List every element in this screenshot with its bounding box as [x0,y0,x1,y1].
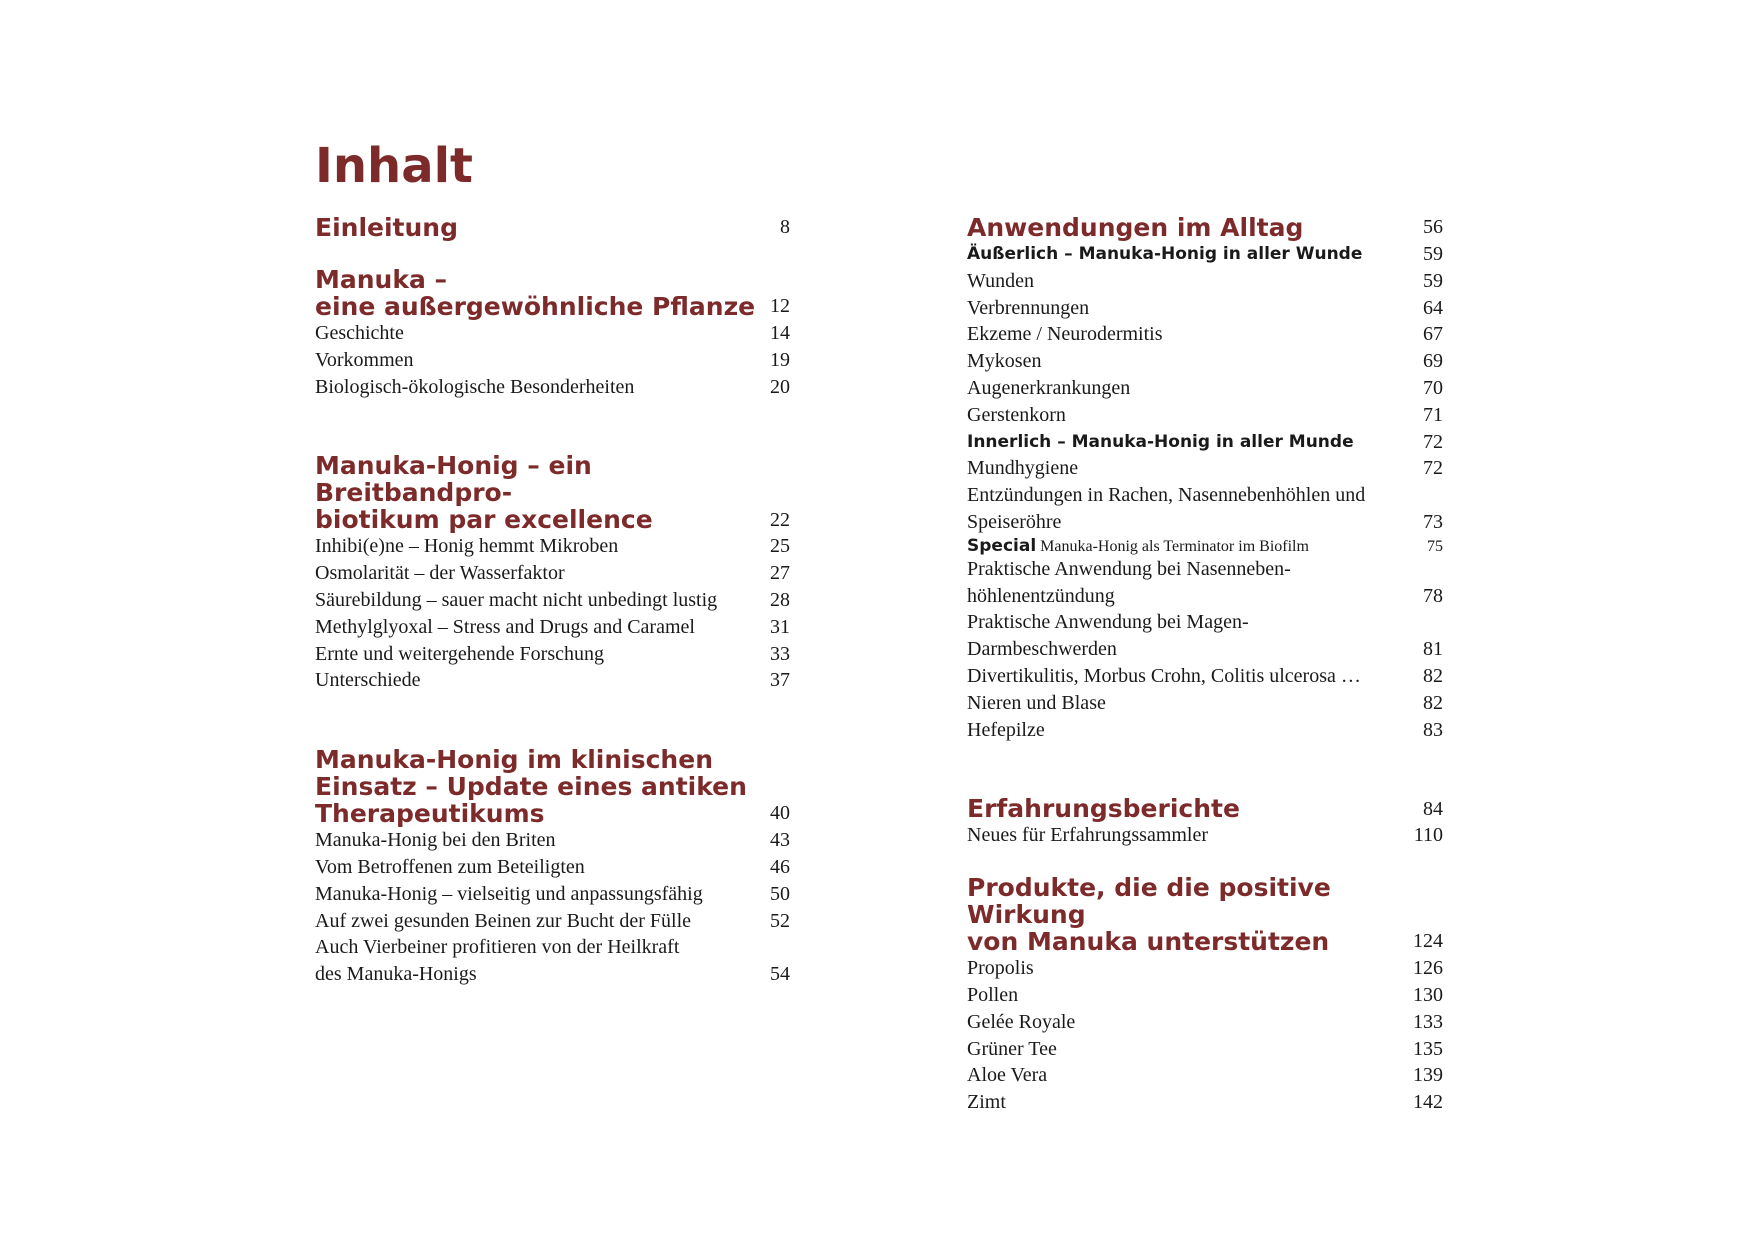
toc-entry [967,268,1443,295]
toc-entry [967,482,1443,536]
toc-line [967,429,1443,456]
toc-page-number: 19 [770,348,790,371]
toc-line [315,533,790,560]
toc-page-number: 64 [1423,296,1443,319]
toc-line [315,746,790,773]
toc-line [967,402,1443,429]
toc-entry-title: Augenerkrankungen [967,376,1131,399]
toc-page-number: 59 [1423,243,1443,265]
toc-entry [967,822,1443,849]
toc-entry [315,908,790,935]
toc-entry-title: Gerstenkorn [967,403,1066,426]
toc-entry [967,375,1443,402]
toc-line [967,321,1443,348]
toc-entry-title: Produkte, die die positive Wirkung [967,873,1331,930]
toc-line [967,928,1443,955]
toc-entry-title: Manuka – [315,265,448,294]
toc-entry-title: Manuka-Honig – ein Breitbandpro- [315,451,592,508]
toc-chapter [315,452,790,533]
toc-page-number: 72 [1423,457,1443,480]
toc-page-number: 12 [770,295,790,318]
toc-line [967,583,1443,610]
toc-line [967,609,1443,636]
toc-page-number: 43 [770,829,790,852]
toc-line [315,560,790,587]
toc-entry [315,560,790,587]
toc-entry [967,1036,1443,1063]
toc-entry-title: Praktische Anwendung bei Magen- [967,611,1249,634]
toc-line [315,881,790,908]
toc-chapter [967,874,1443,955]
toc-entry-title: Neues für Erfahrungssammler [967,824,1209,847]
toc-entry-title: Zimt [967,1091,1006,1114]
toc-entry-title: Auch Vierbeiner profitieren von der Heilkraft [315,936,680,959]
toc-entry [315,667,790,694]
toc-line [315,614,790,641]
toc-entry [967,609,1443,663]
toc-chapter [315,266,790,320]
toc-entry-title: Säurebildung – sauer macht nicht unbedingt lustig [315,588,718,611]
toc-page-number: 124 [1413,930,1443,953]
toc-entry-title: eine außergewöhnliche Pflanze [315,292,756,321]
toc-chapter [315,746,790,827]
toc-page-number: 20 [770,375,790,398]
toc-column-right [967,214,1443,1116]
toc-line [315,854,790,881]
toc-entry-title: Manuka-Honig bei den Briten [315,829,556,852]
toc-line [967,482,1443,509]
toc-entry-title: Äußerlich – Manuka-Honig in aller Wunde [967,244,1363,264]
toc-page-number: 126 [1413,957,1443,980]
toc-entry-title: Divertikulitis, Morbus Crohn, Colitis ulcerosa … [967,664,1361,687]
toc-page-number: 50 [770,882,790,905]
toc-entry [967,348,1443,375]
special-label: Special [967,535,1037,556]
toc-entry-title: Manuka-Honig – vielseitig und anpassungsfähig [315,882,703,905]
toc-page-number: 82 [1423,691,1443,714]
toc-line [315,667,790,694]
toc-column-left [315,214,790,988]
toc-entry-title: Manuka-Honig im klinischen [315,745,713,775]
toc-entry-title: biotikum par excellence [315,505,653,535]
toc-page-number: 27 [770,562,790,585]
toc-subheading [967,241,1443,268]
toc-page-number: 142 [1413,1091,1443,1114]
toc-page-number: 72 [1423,430,1443,453]
toc-entry-title: Methylglyoxal – Stress and Drugs and Caramel [315,615,695,638]
toc-entry-title: Entzündungen in Rachen, Nasennebenhöhlen und [967,484,1366,507]
toc-entry-title: Osmolarität – der Wasserfaktor [315,562,565,585]
toc-line [315,908,790,935]
toc-entry-title: Praktische Anwendung bei Nasenneben- [967,557,1291,580]
toc-line [967,717,1443,744]
toc-page-number: 67 [1423,323,1443,346]
toc-entry-title: Grüner Tee [967,1037,1057,1060]
toc-entry-title: Therapeutikums [315,799,545,829]
toc-page-number: 78 [1423,584,1443,607]
toc-line [967,348,1443,375]
toc-page-number: 25 [770,535,790,558]
toc-entry [967,1062,1443,1089]
toc-entry [315,854,790,881]
toc-entry-title: Mykosen [967,350,1042,373]
toc-entry [315,934,790,988]
toc-line [315,961,790,988]
toc-entry-title: Nieren und Blase [967,691,1106,714]
toc-page-number: 33 [770,642,790,665]
toc-line [967,874,1443,928]
toc-line [967,636,1443,663]
toc-line [967,690,1443,717]
toc-line [967,822,1443,849]
toc-line [967,455,1443,482]
toc-entry-title: Hefepilze [967,718,1045,741]
toc-entry [315,881,790,908]
toc-line [967,663,1443,690]
toc-page-number: 75 [1427,537,1443,555]
toc-line [967,241,1443,268]
toc-chapter [967,795,1443,822]
toc-page-number: 46 [770,855,790,878]
toc-page-number: 84 [1423,797,1443,820]
toc-line [967,1089,1443,1116]
toc-entry [315,614,790,641]
toc-entry-title: Biologisch-ökologische Besonderheiten [315,375,635,398]
toc-entry-title: Speiseröhre [967,510,1062,533]
toc-entry-title: Geschichte [315,322,404,344]
toc-entry-title: Wunden [967,269,1034,292]
toc-page-number: 70 [1423,376,1443,399]
toc-entry-title: Darmbeschwerden [967,638,1117,661]
toc-line [315,374,790,401]
toc-line [967,955,1443,982]
toc-line [967,295,1443,322]
toc-entry [315,641,790,668]
toc-entry [967,556,1443,610]
toc-line [967,556,1443,583]
toc-entry [967,982,1443,1009]
toc-line [967,982,1443,1009]
toc-entry [967,402,1443,429]
toc-entry-title: Aloe Vera [967,1064,1048,1087]
toc-page-number: 14 [770,322,790,344]
toc-page-number: 71 [1423,403,1443,426]
toc-entry [967,295,1443,322]
toc-entry [315,320,790,347]
toc-line [315,800,790,827]
toc-page-number: 139 [1413,1064,1443,1087]
toc-page-number: 82 [1423,664,1443,687]
toc-entry-title: des Manuka-Honigs [315,963,477,986]
toc-page-number: 83 [1423,718,1443,741]
toc-entry-title: Unterschiede [315,669,421,692]
toc-line [967,1009,1443,1036]
toc-line [315,214,790,241]
toc-page-number: 59 [1423,269,1443,292]
toc-entry-title: Anwendungen im Alltag [967,213,1304,242]
toc-entry-title: Einsatz – Update eines antiken [315,772,747,802]
toc-page-number: 54 [770,963,790,986]
toc-page-number: 110 [1413,824,1443,847]
toc-entry [315,827,790,854]
toc-page-number: 130 [1413,983,1443,1006]
toc-entry-title: Einleitung [315,213,458,242]
toc-line [315,293,790,320]
toc-chapter [315,214,790,241]
toc-line [315,934,790,961]
toc-entry [315,533,790,560]
toc-page-number: 135 [1413,1037,1443,1060]
toc-entry-title: Ernte und weitergehende Forschung [315,642,604,665]
toc-page-number: 37 [770,669,790,692]
toc-line [315,266,790,293]
toc-page-number: 81 [1423,638,1443,661]
toc-entry [967,955,1443,982]
toc-entry [967,663,1443,690]
toc-line [967,1036,1443,1063]
toc-entry [315,347,790,374]
toc-entry-title: Vorkommen [315,348,414,371]
toc-entry [315,374,790,401]
toc-page-number: 69 [1423,350,1443,373]
toc-entry [967,1009,1443,1036]
toc-entry-title: Innerlich – Manuka-Honig in aller Munde [967,431,1354,452]
toc-entry-title: von Manuka unterstützen [967,927,1330,957]
toc-entry [967,690,1443,717]
toc-line [967,1062,1443,1089]
toc-entry [967,455,1443,482]
toc-entry [967,536,1443,556]
toc-line [315,506,790,533]
toc-line [967,214,1443,241]
toc-line [315,827,790,854]
page-title: Inhalt [315,138,473,194]
toc-entry [967,717,1443,744]
toc-page-number: 8 [780,216,790,239]
toc-line [967,795,1443,822]
toc-entry-title: Mundhygiene [967,457,1079,480]
toc-page-number: 40 [770,802,790,825]
toc-line [315,773,790,800]
toc-page-number: 56 [1423,216,1443,239]
toc-entry [967,1089,1443,1116]
toc-entry-title: Inhibi(e)ne – Honig hemmt Mikroben [315,535,619,558]
toc-subheading [967,429,1443,456]
toc-entry-title: höhlenentzündung [967,584,1115,607]
toc-line [315,452,790,506]
toc-page-number: 28 [770,588,790,611]
toc-entry-title: Verbrennungen [967,296,1090,319]
toc-line [315,587,790,614]
toc-entry [967,321,1443,348]
toc-page-number: 22 [770,508,790,531]
toc-line [315,641,790,668]
toc-entry-title: Propolis [967,957,1034,980]
toc-line [967,509,1443,536]
toc-page-number: 73 [1423,510,1443,533]
toc-line [315,347,790,374]
toc-entry-title: Auf zwei gesunden Beinen zur Bucht der Fülle [315,909,692,932]
toc-entry-title: Gelée Royale [967,1010,1076,1033]
toc-line [967,375,1443,402]
toc-page-number: 52 [770,909,790,932]
toc-chapter [967,214,1443,241]
toc-page-number: 31 [770,615,790,638]
toc-entry-title: Pollen [967,983,1019,1006]
toc-page-number: 133 [1413,1010,1443,1033]
toc-line [967,536,1443,556]
toc-entry-title: Vom Betroffenen zum Beteiligten [315,855,585,878]
toc-entry-title: Ekzeme / Neurodermitis [967,323,1163,346]
toc-entry-title: Special Manuka-Honig als Terminator im Biofilm [967,535,1309,556]
toc-line [967,268,1443,295]
toc-entry-title: Erfahrungsberichte [967,794,1240,824]
toc-entry [315,587,790,614]
toc-line [315,320,790,347]
